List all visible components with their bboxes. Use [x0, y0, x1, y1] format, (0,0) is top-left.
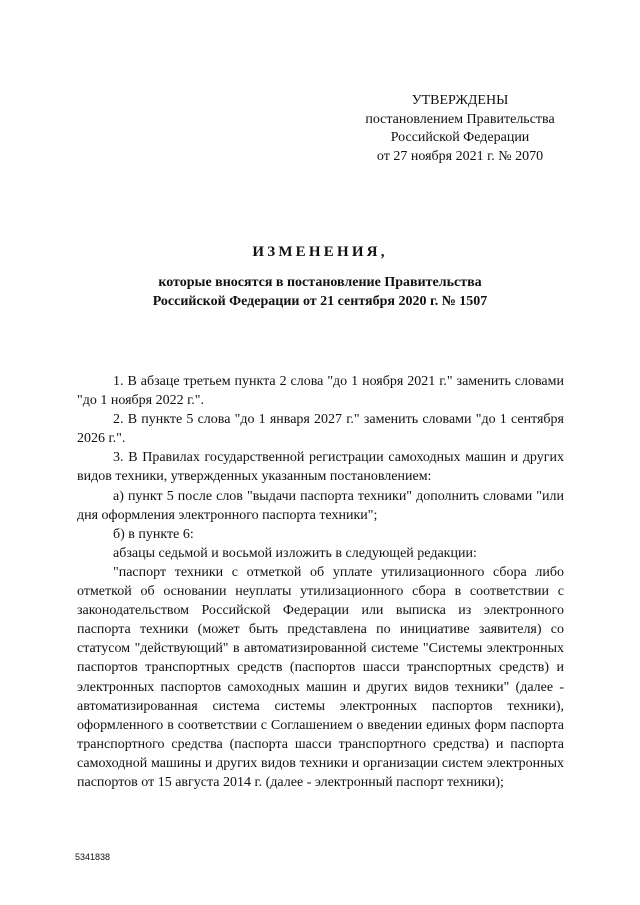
- approval-line-federation: Российской Федерации: [390, 130, 530, 145]
- document-subtitle: [0, 274, 640, 311]
- paragraph-3a: а) пункт 5 после слов "выдачи паспорта техники" дополнить словами "или дня оформления электронного паспорта техники";: [77, 488, 564, 523]
- paragraph-3b-intro: абзацы седьмой и восьмой изложить в следующей редакции:: [113, 545, 477, 561]
- document-title: ИЗМЕНЕНИЯ,: [252, 244, 388, 260]
- document-body: [77, 372, 564, 792]
- approval-line-date: от 27 ноября 2021 г. № 2070: [376, 148, 544, 164]
- approval-block: [345, 92, 575, 166]
- paragraph-1: 1. В абзаце третьем пункта 2 слова "до 1 ноября 2021 г." заменить словами "до 1 ноября 2022 г.".: [77, 374, 564, 409]
- paragraph-3b: б) в пункте 6:: [113, 526, 194, 542]
- paragraph-2: 2. В пункте 5 слова "до 1 января 2027 г." заменить словами "до 1 сентября 2026 г.".: [77, 412, 564, 447]
- subtitle-line-1: которые вносятся в постановление Правительства: [158, 275, 482, 290]
- approval-heading: УТВЕРЖДЕНЫ: [411, 93, 509, 108]
- paragraph-3: 3. В Правилах государственной регистрации самоходных машин и других видов техники, утвержденных указанным постановлением:: [77, 450, 564, 485]
- approval-line-resolution: постановлением Правительства: [365, 111, 555, 127]
- paragraph-3b-text: "паспорт техники с отметкой об уплате утилизационного сбора либо отметкой об основании неуплаты утилизационного сбора в соответствии с законодательством Российской Федерации или выписка из электронного паспорта техники (может быть представлена по инициативе заявителя) со статусом "действующий" в автоматизированной системе "Системы электронных паспортов транспортных средств (паспортов шасси транспортных средств) и электронных паспортов самоходных машин и других видов техники" (далее - автоматизированная система системы электронных паспортов техники), оформленного в соответствии с Соглашением о введении единых форм паспорта транспортного средства (паспорта шасси транспортного средства) и паспорта самоходной машины и других видов техники и организации систем электронных паспортов от 15 августа 2014 г. (далее - электронный паспорт техники);: [77, 564, 564, 790]
- document-id: 5341838: [75, 852, 111, 862]
- subtitle-line-2: Российской Федерации от 21 сентября 2020 г. № 1507: [152, 293, 488, 309]
